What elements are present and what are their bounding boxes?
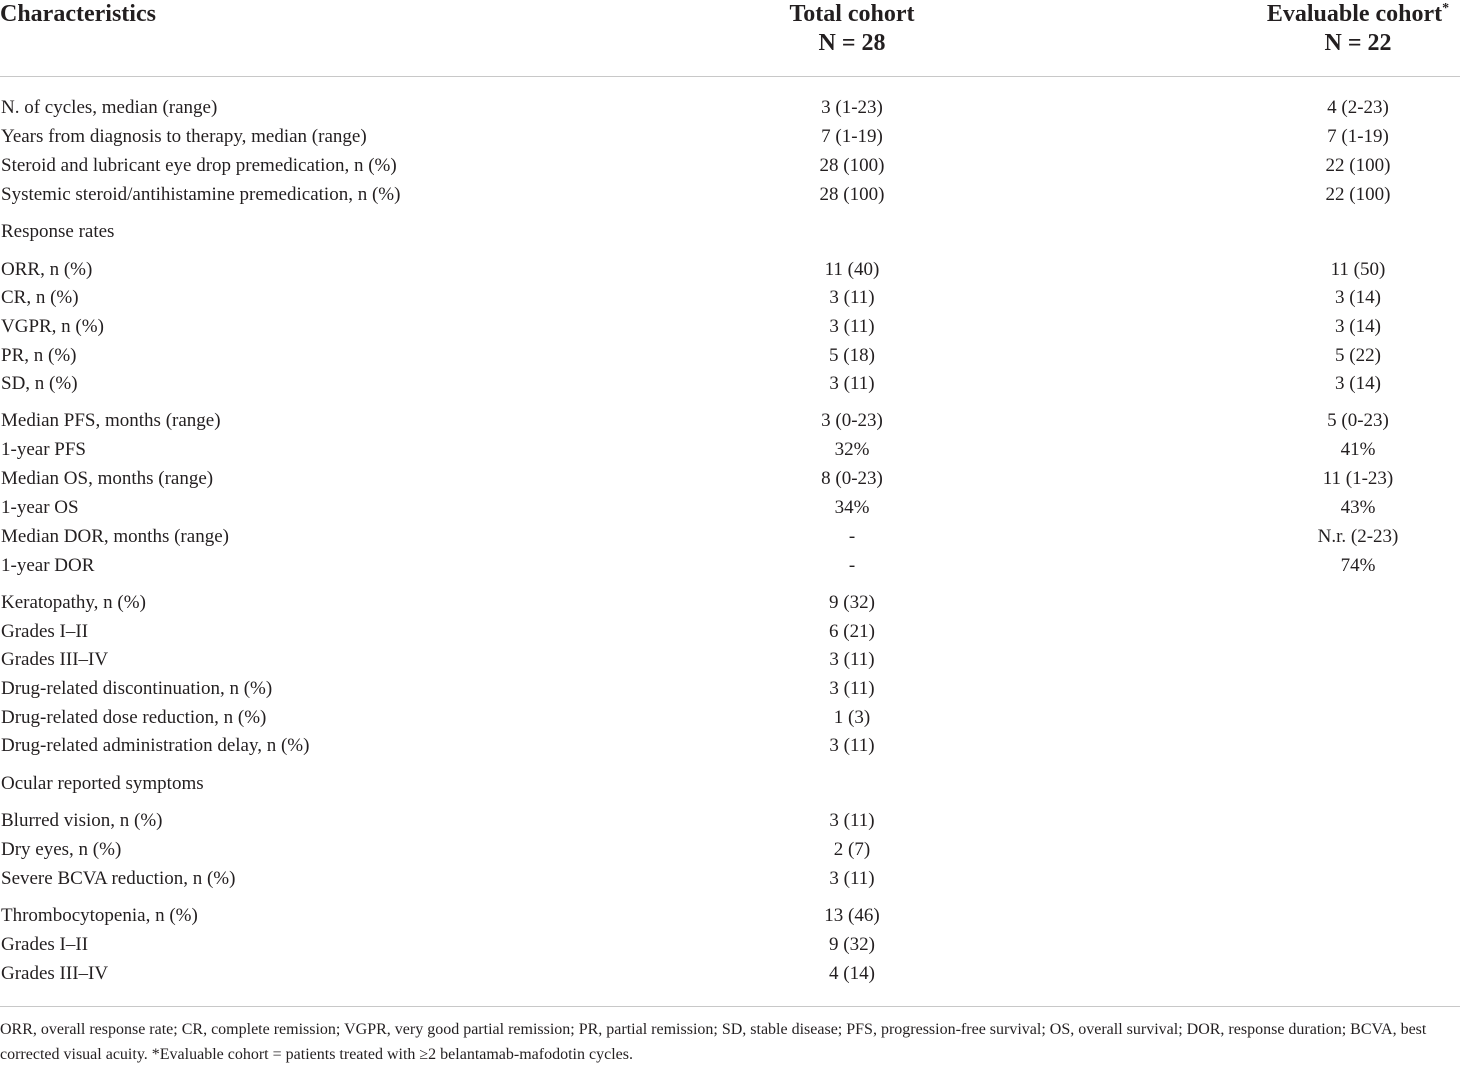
row-label: ORR, n (%)	[1, 259, 93, 280]
row-total-value: -	[848, 526, 856, 547]
table-row	[0, 493, 1460, 522]
row-total-value: 6 (21)	[829, 621, 875, 642]
header-evaluable-marker: *	[1442, 1, 1450, 16]
row-total-value: 3 (11)	[829, 810, 875, 831]
row-evaluable-value: 41%	[1340, 439, 1376, 460]
row-label: Systemic steroid/antihistamine premedication, n (%)	[1, 184, 401, 205]
row-total-value: 13 (46)	[824, 905, 880, 926]
row-total-value: -	[848, 555, 856, 576]
row-evaluable-value: 74%	[1340, 555, 1376, 576]
table-row	[0, 551, 1460, 580]
row-label: Blurred vision, n (%)	[1, 810, 163, 831]
header-total-cohort-title: Total cohort	[789, 1, 915, 27]
table-row	[0, 406, 1460, 435]
row-evaluable-value: 3 (14)	[1335, 316, 1381, 337]
row-label: Grades I–II	[1, 934, 89, 955]
row-label: Grades III–IV	[1, 649, 109, 670]
row-label: Drug-related discontinuation, n (%)	[1, 678, 273, 699]
header-evaluable-cohort-label: Evaluable cohort	[1266, 1, 1443, 27]
row-total-value: 3 (11)	[829, 735, 875, 756]
header-characteristics: Characteristics	[0, 1, 156, 27]
row-evaluable-value: 22 (100)	[1325, 184, 1391, 205]
row-label: Response rates	[1, 221, 115, 242]
row-evaluable-value: 5 (0-23)	[1327, 410, 1389, 431]
row-evaluable-value: 7 (1-19)	[1327, 126, 1389, 147]
table-row	[0, 312, 1460, 341]
row-total-value: 4 (14)	[829, 963, 875, 984]
table-row	[0, 959, 1460, 988]
row-label: 1-year DOR	[1, 555, 95, 576]
row-total-value: 2 (7)	[833, 839, 871, 860]
row-total-value: 8 (0-23)	[821, 468, 883, 489]
row-total-value: 3 (11)	[829, 287, 875, 308]
row-label: Drug-related dose reduction, n (%)	[1, 707, 267, 728]
row-total-value: 3 (11)	[829, 316, 875, 337]
row-evaluable-value: N.r. (2-23)	[1317, 526, 1399, 547]
row-total-value: 3 (11)	[829, 373, 875, 394]
row-label: N. of cycles, median (range)	[1, 97, 218, 118]
row-evaluable-value: 3 (14)	[1335, 287, 1381, 308]
row-total-value: 3 (11)	[829, 678, 875, 699]
table-row	[0, 769, 1460, 798]
row-total-value: 28 (100)	[819, 184, 885, 205]
row-total-value: 1 (3)	[833, 707, 871, 728]
row-label: Thrombocytopenia, n (%)	[1, 905, 198, 926]
table-row	[0, 151, 1460, 180]
row-label: Drug-related administration delay, n (%)	[1, 735, 310, 756]
row-label: Median PFS, months (range)	[1, 410, 221, 431]
row-total-value: 3 (11)	[829, 868, 875, 889]
row-total-value: 34%	[834, 497, 870, 518]
row-label: CR, n (%)	[1, 287, 79, 308]
row-label: PR, n (%)	[1, 345, 77, 366]
table-row	[0, 901, 1460, 930]
table-row	[0, 703, 1460, 732]
table-row	[0, 645, 1460, 674]
row-total-value: 28 (100)	[819, 155, 885, 176]
row-label: Dry eyes, n (%)	[1, 839, 122, 860]
row-label: SD, n (%)	[1, 373, 78, 394]
table-row	[0, 464, 1460, 493]
table-row	[0, 674, 1460, 703]
header-total-cohort	[752, 0, 952, 58]
table-row	[0, 180, 1460, 209]
table-row	[0, 731, 1460, 760]
row-label: Years from diagnosis to therapy, median (range)	[1, 126, 367, 147]
table-row	[0, 930, 1460, 959]
table-row	[0, 435, 1460, 464]
table-row	[0, 93, 1460, 122]
table-row	[0, 617, 1460, 646]
table-row	[0, 369, 1460, 398]
table-row	[0, 864, 1460, 893]
row-evaluable-value: 3 (14)	[1335, 373, 1381, 394]
row-evaluable-value: 5 (22)	[1335, 345, 1381, 366]
row-label: Grades III–IV	[1, 963, 109, 984]
table-row	[0, 588, 1460, 617]
row-label: 1-year OS	[1, 497, 79, 518]
table-row	[0, 122, 1460, 151]
row-total-value: 5 (18)	[829, 345, 875, 366]
table-row	[0, 341, 1460, 370]
header-evaluable-cohort-title	[1258, 0, 1458, 29]
header-evaluable-cohort-n: N = 22	[1324, 30, 1392, 56]
table-footnote: ORR, overall response rate; CR, complete remission; VGPR, very good partial remission; PR, partial remission; SD, stable disease; PFS, progression-free survival; OS, overall survival; DOR, response duration; BCVA, best corrected visual acuity. *Evaluable cohort = patients treated with ≥2 belantamab-mafodotin cycles.	[0, 1006, 1460, 1067]
row-evaluable-value: 11 (50)	[1330, 259, 1386, 280]
table-row	[0, 255, 1460, 284]
row-label: Ocular reported symptoms	[1, 773, 204, 794]
row-total-value: 3 (1-23)	[821, 97, 883, 118]
table-row	[0, 806, 1460, 835]
row-evaluable-value: 22 (100)	[1325, 155, 1391, 176]
row-total-value: 7 (1-19)	[821, 126, 883, 147]
row-label: Severe BCVA reduction, n (%)	[1, 868, 236, 889]
table-row	[0, 217, 1460, 246]
row-total-value: 9 (32)	[829, 592, 875, 613]
table-row	[0, 522, 1460, 551]
header-total-cohort-n: N = 28	[818, 30, 886, 56]
row-evaluable-value: 11 (1-23)	[1322, 468, 1394, 489]
row-label: Steroid and lubricant eye drop premedication, n (%)	[1, 155, 397, 176]
row-label: 1-year PFS	[1, 439, 86, 460]
row-label: Keratopathy, n (%)	[1, 592, 146, 613]
row-label: VGPR, n (%)	[1, 316, 104, 337]
row-total-value: 9 (32)	[829, 934, 875, 955]
row-total-value: 11 (40)	[824, 259, 880, 280]
table-row	[0, 835, 1460, 864]
row-label: Median DOR, months (range)	[1, 526, 229, 547]
row-label: Median OS, months (range)	[1, 468, 214, 489]
row-total-value: 3 (11)	[829, 649, 875, 670]
row-total-value: 32%	[834, 439, 870, 460]
row-evaluable-value: 4 (2-23)	[1327, 97, 1389, 118]
table-row	[0, 283, 1460, 312]
table-header	[0, 0, 1460, 77]
row-total-value: 3 (0-23)	[821, 410, 883, 431]
row-evaluable-value: 43%	[1340, 497, 1376, 518]
row-label: Grades I–II	[1, 621, 89, 642]
header-evaluable-cohort	[1258, 0, 1458, 58]
